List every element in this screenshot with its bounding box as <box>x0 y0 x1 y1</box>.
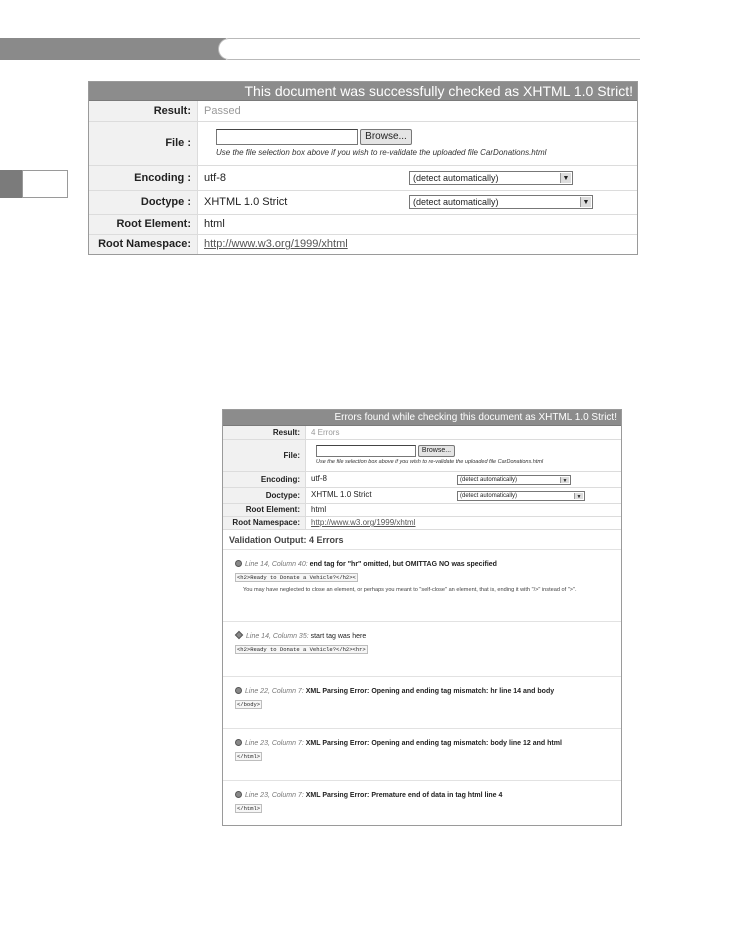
encoding-label: Encoding : <box>89 165 198 190</box>
root-namespace-link[interactable]: http://www.w3.org/1999/xhtml <box>204 238 348 251</box>
root-namespace-label: Root Namespace: <box>223 516 306 529</box>
result-table <box>89 101 637 254</box>
error-icon <box>235 687 242 694</box>
error-icon <box>235 739 242 746</box>
error-icon <box>235 560 242 567</box>
file-hint: Use the file selection box above if you wish to re-validate the uploaded file CarDonations.html <box>316 459 544 465</box>
root-element-value: html <box>306 503 622 516</box>
header-bar <box>0 38 226 60</box>
file-cell <box>306 439 622 471</box>
root-namespace-label: Root Namespace: <box>89 234 198 254</box>
info-icon <box>235 630 243 638</box>
root-namespace-cell <box>306 516 622 529</box>
file-input[interactable] <box>216 129 358 145</box>
error-message: XML Parsing Error: Opening and ending tag mismatch: body line 12 and html <box>305 739 562 747</box>
doctype-select[interactable]: (detect automatically) ▼ <box>457 491 585 501</box>
encoding-cell <box>306 471 622 487</box>
panel-header: Errors found while checking this document as XHTML 1.0 Strict! <box>223 410 621 426</box>
error-item <box>223 781 621 821</box>
file-label: File: <box>223 439 306 471</box>
validation-output-heading: Validation Output: 4 Errors <box>223 530 621 550</box>
error-message: end tag for "hr" omitted, but OMITTAG NO was specified <box>309 560 497 568</box>
error-icon <box>235 791 242 798</box>
error-code: </html> <box>237 752 261 760</box>
validation-result-panel-passed <box>88 81 638 255</box>
doctype-value: XHTML 1.0 Strict <box>311 489 372 499</box>
chevron-down-icon: ▼ <box>560 477 569 483</box>
error-item <box>223 622 621 677</box>
chevron-down-icon: ▼ <box>560 173 571 183</box>
error-location[interactable]: Line 22, Column 7: <box>245 687 304 695</box>
doctype-label: Doctype: <box>223 487 306 503</box>
file-hint: Use the file selection box above if you wish to re-validate the uploaded file CarDonations.html <box>216 148 547 157</box>
file-label: File : <box>89 121 198 165</box>
error-code: <h2>Ready to Donate a Vehicle?</h2>< <box>237 573 356 581</box>
result-value: 4 Errors <box>306 426 622 439</box>
encoding-select[interactable]: (detect automatically) ▼ <box>409 171 573 185</box>
panel-header: This document was successfully checked as XHTML 1.0 Strict! <box>89 82 637 101</box>
side-marker <box>0 170 22 198</box>
side-tab <box>22 170 68 198</box>
root-element-label: Root Element: <box>223 503 306 516</box>
error-explanation: You may have neglected to close an element, or perhaps you meant to "self-close" an element, that is, ending it with "/>" instead of ">". <box>243 586 577 593</box>
doctype-select[interactable]: (detect automatically) ▼ <box>409 195 593 209</box>
validation-result-panel-errors <box>222 409 622 826</box>
result-value: Passed <box>198 101 638 121</box>
doctype-cell <box>198 190 638 214</box>
error-code: </html> <box>237 804 261 812</box>
root-element-value: html <box>198 214 638 234</box>
doctype-label: Doctype : <box>89 190 198 214</box>
file-cell <box>198 121 638 165</box>
encoding-cell <box>198 165 638 190</box>
error-location[interactable]: Line 23, Column 7: <box>245 739 304 747</box>
result-label: Result: <box>223 426 306 439</box>
root-namespace-cell <box>198 234 638 254</box>
doctype-value: XHTML 1.0 Strict <box>204 196 288 208</box>
error-location[interactable]: Line 14, Column 40: <box>245 560 308 568</box>
error-location[interactable]: Line 23, Column 7: <box>245 791 304 799</box>
root-element-label: Root Element: <box>89 214 198 234</box>
error-item <box>223 550 621 622</box>
file-input[interactable] <box>316 445 416 457</box>
chevron-down-icon: ▼ <box>574 493 583 499</box>
doctype-cell <box>306 487 622 503</box>
browse-button[interactable]: Browse... <box>418 445 455 457</box>
error-message: XML Parsing Error: Premature end of data in tag html line 4 <box>305 791 503 799</box>
error-code: </body> <box>237 700 261 708</box>
browse-button[interactable]: Browse... <box>360 129 412 145</box>
encoding-label: Encoding: <box>223 471 306 487</box>
result-table <box>223 426 621 530</box>
error-location[interactable]: Line 14, Column 35: <box>246 632 309 640</box>
error-message: start tag was here <box>310 632 367 640</box>
encoding-value: utf-8 <box>204 171 227 184</box>
encoding-value: utf-8 <box>311 473 328 483</box>
chevron-down-icon: ▼ <box>580 197 591 207</box>
error-code: <h2>Ready to Donate a Vehicle?</h2><hr> <box>237 645 366 653</box>
error-item <box>223 729 621 781</box>
result-label: Result: <box>89 101 198 121</box>
header-tab <box>218 38 640 60</box>
root-namespace-link[interactable]: http://www.w3.org/1999/xhtml <box>311 518 416 527</box>
error-message: XML Parsing Error: Opening and ending tag mismatch: hr line 14 and body <box>305 687 555 695</box>
encoding-select[interactable]: (detect automatically) ▼ <box>457 475 571 485</box>
error-item <box>223 677 621 729</box>
